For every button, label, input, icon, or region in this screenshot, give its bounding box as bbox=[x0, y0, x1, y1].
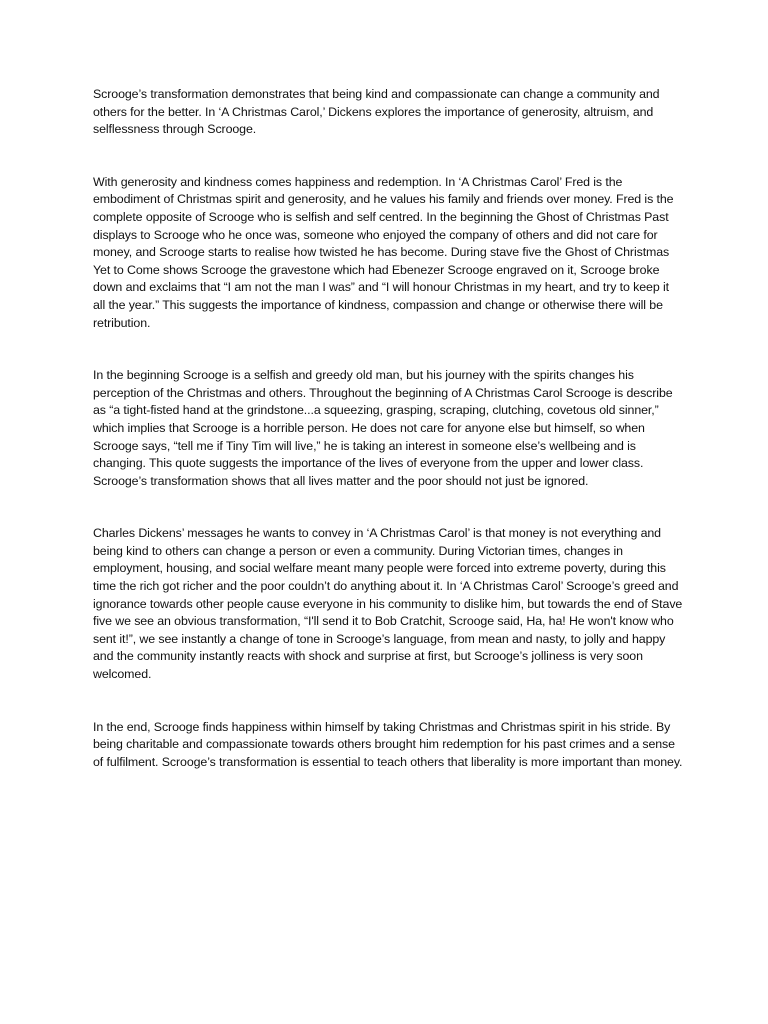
paragraph-conclusion: In the end, Scrooge finds happiness within himself by taking Christmas and Christmas spirit in his stride. By being charitable and compassionate towards others brought him redemption for his past crimes and a sense of fulfilment. Scrooge’s transformation is essential to teach others that liberality is more important than money. bbox=[93, 719, 683, 769]
essay-body bbox=[93, 86, 683, 771]
paragraph-generosity-kindness: With generosity and kindness comes happiness and redemption. In ‘A Christmas Carol’ Fred is the embodiment of Christmas spirit and generosity, and he values his family and friends over money. Fred is the complete opposite of Scrooge who is selfish and self centred. In the beginning the Ghost of Christmas Past displays to Scrooge who he once was, someone who enjoyed the company of others and did not care for money, and Scrooge starts to realise how twisted he has become. During stave five the Ghost of Christmas Yet to Come shows Scrooge the gravestone which had Ebenezer Scrooge engraved on it, Scrooge broke down and exclaims that “I am not the man I was” and “I will honour Christmas in my heart, and try to keep it all the year.” This suggests the importance of kindness, compassion and change or otherwise there will be retribution. bbox=[93, 174, 674, 330]
paragraph-scrooge-journey: In the beginning Scrooge is a selfish and greedy old man, but his journey with the spirits changes his perception of the Christmas and others. Throughout the beginning of A Christmas Carol Scrooge is describe as “a tight-fisted hand at the grindstone...a squeezing, grasping, scraping, clutching, covetous old sinner,” which implies that Scrooge is a horrible person. He does not care for anyone else but himself, so when Scrooge says, “tell me if Tiny Tim will live,” he is taking an interest in someone else’s wellbeing and is changing. This quote suggests the importance of the lives of everyone from the upper and lower class. Scrooge’s transformation shows that all lives matter and the poor should not just be ignored. bbox=[93, 368, 673, 488]
paragraph-dickens-messages: Charles Dickens’ messages he wants to convey in ‘A Christmas Carol’ is that money is not everything and being kind to others can change a person or even a community. During Victorian times, changes in employment, housing, and social welfare meant many people were forced into extreme poverty, during this time the rich got richer and the poor couldn’t do anything about it. In ‘A Christmas Carol’ Scrooge’s greed and ignorance towards other people cause everyone in his community to dislike him, but towards the end of Stave five we see an obvious transformation, “I'll send it to Bob Cratchit, Scrooge said, Ha, ha! He won't know who sent it!”, we see instantly a change of tone in Scrooge’s language, from mean and nasty, to jolly and happy and the community instantly reacts with shock and surprise at first, but Scrooge’s jolliness is very soon welcomed. bbox=[93, 526, 683, 682]
paragraph-introduction: Scrooge’s transformation demonstrates that being kind and compassionate can change a community and others for the better. In ‘A Christmas Carol,’ Dickens explores the importance of generosity, altruism, and selflessness through Scrooge. bbox=[93, 87, 660, 137]
